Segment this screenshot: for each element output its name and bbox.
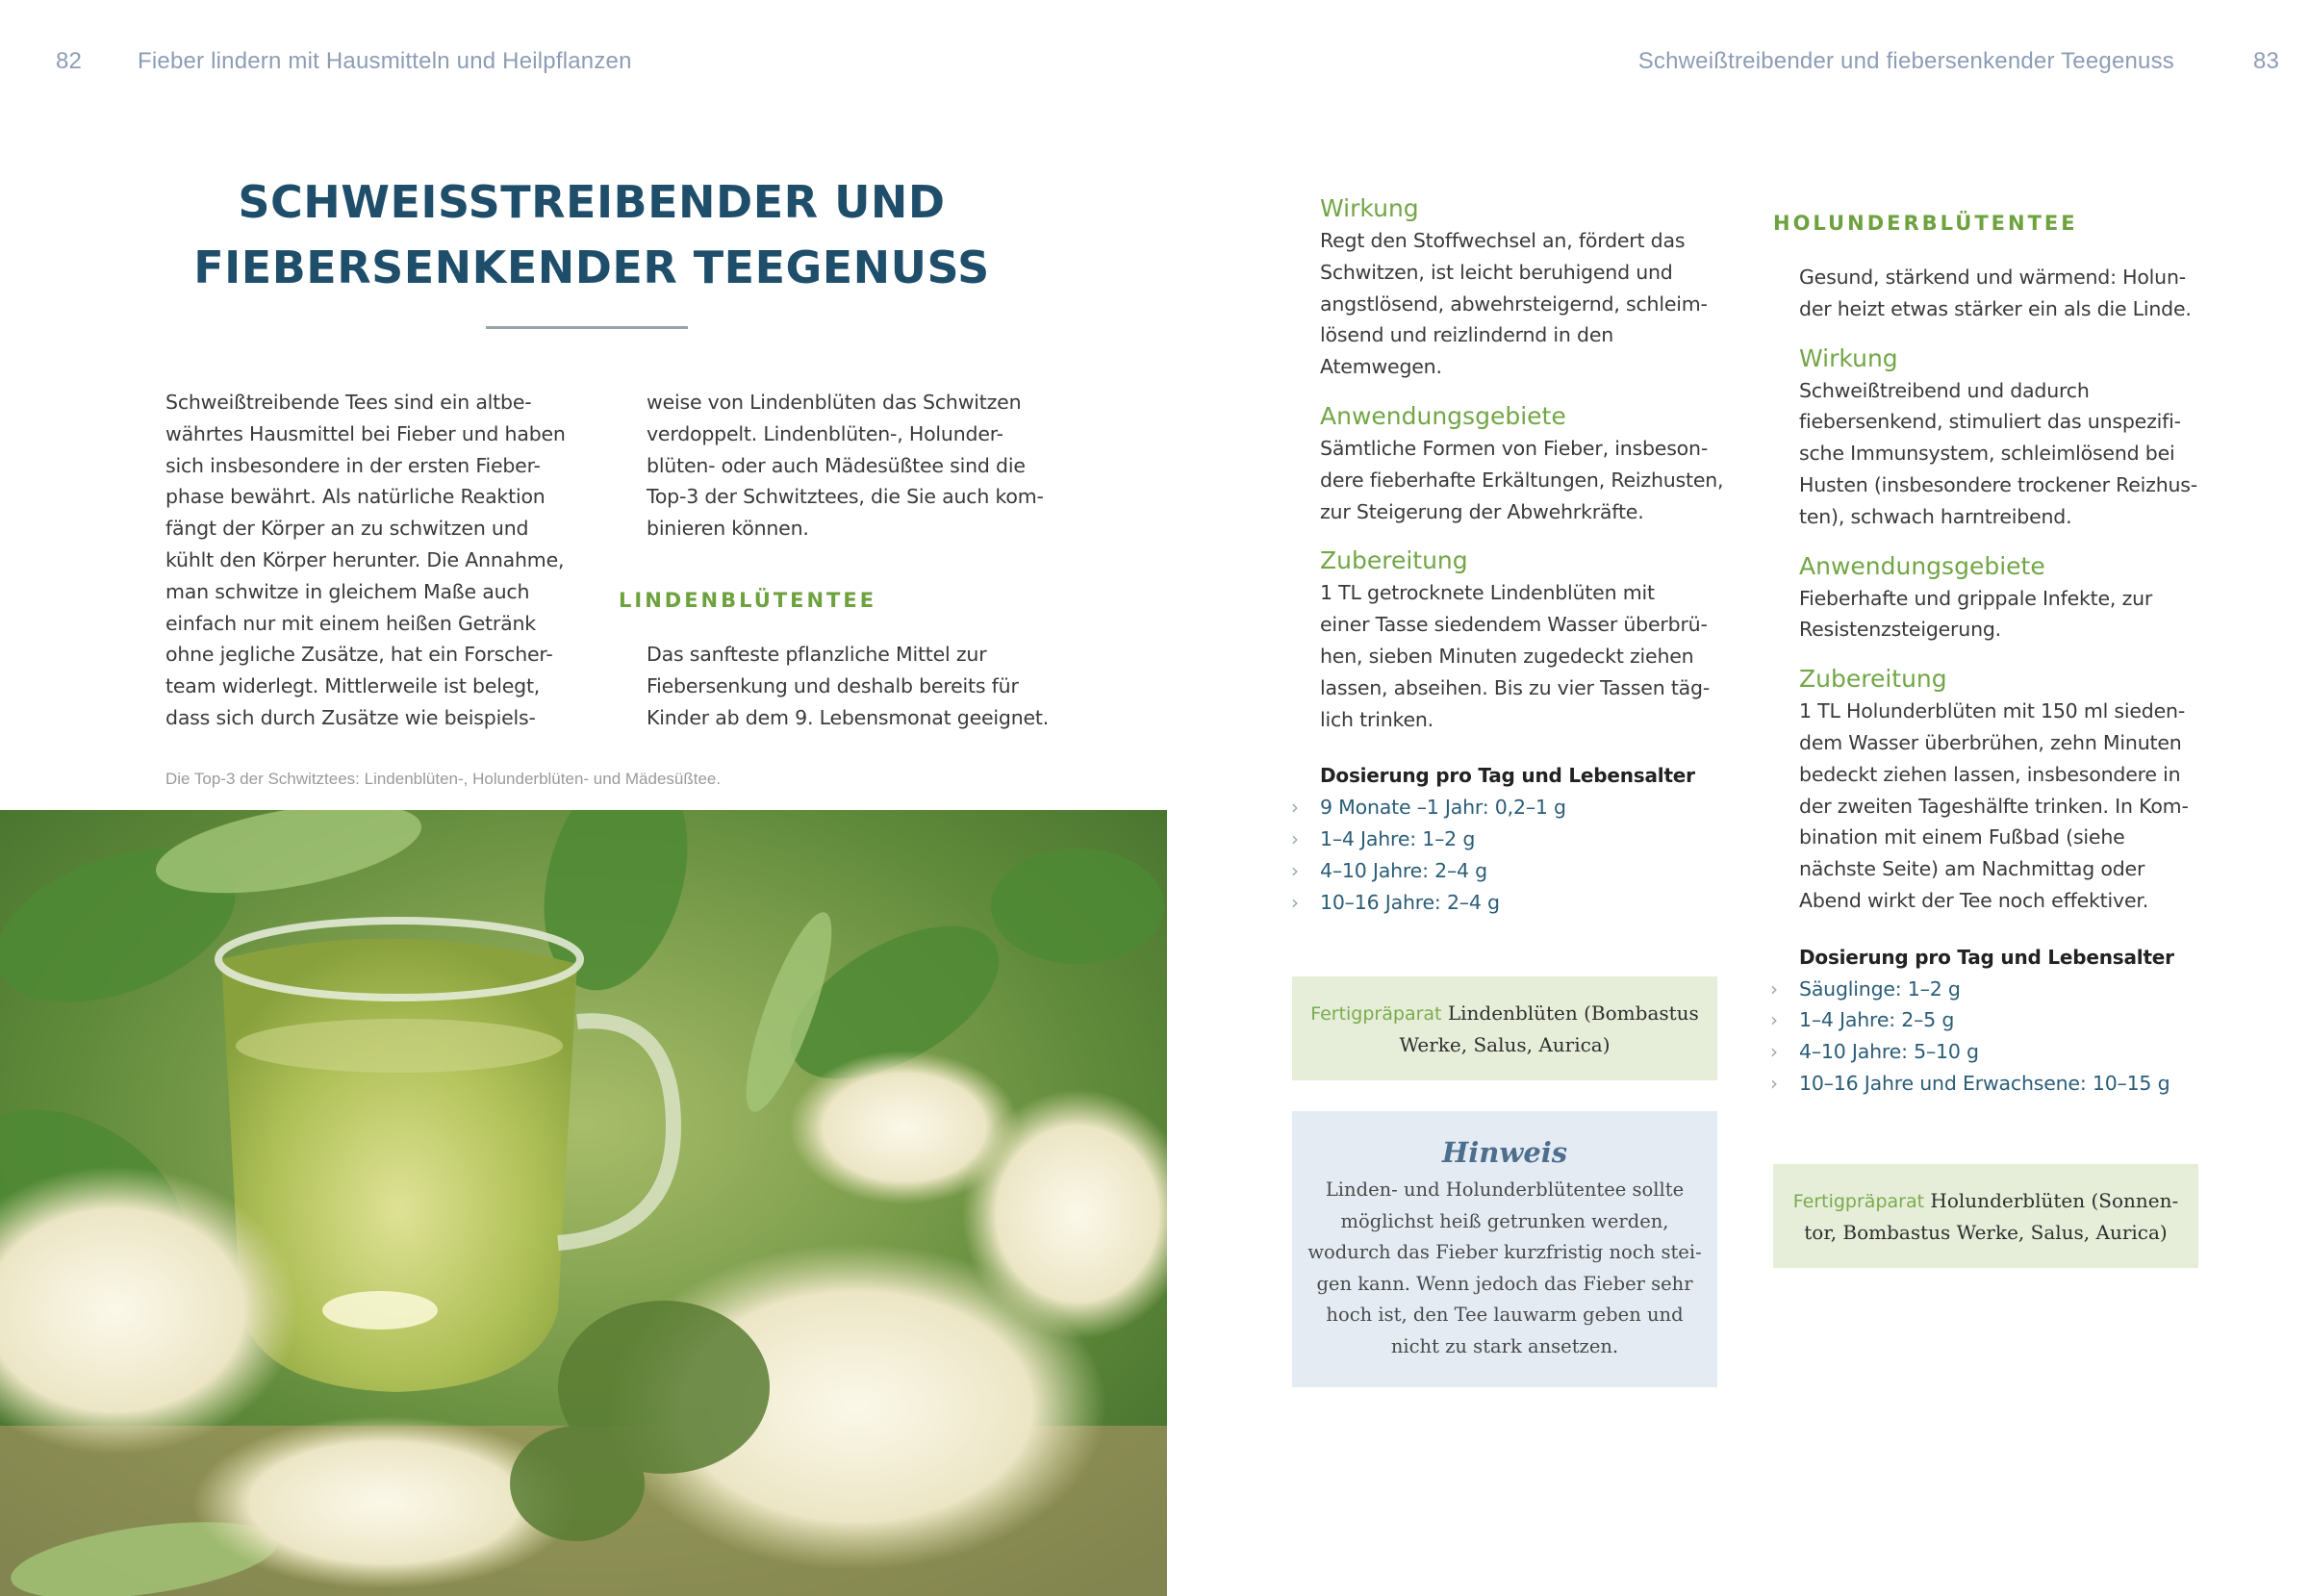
- intro-text-line: team widerlegt. Mittlerweile ist belegt,: [165, 674, 541, 698]
- hinweis-line: nicht zu stark ansetzen.: [1390, 1334, 1619, 1357]
- intro-text-line: weise von Lindenblüten das Schwitzen: [647, 391, 1022, 414]
- text-line: lösend und reizlindernd in den: [1320, 323, 1614, 347]
- chevron-right-icon: ›: [1770, 1071, 1778, 1095]
- linden-fertig-tag: Fertigpräparat: [1310, 1002, 1442, 1025]
- holunder-heading: HOLUNDERBLÜTENTEE: [1773, 212, 2078, 235]
- linden-anwendung-text: [1320, 433, 1724, 527]
- holunder-fertig-tag: Fertigpräparat: [1792, 1190, 1925, 1212]
- text-line: dere fieberhafte Erkältungen, Reizhusten,: [1320, 468, 1724, 492]
- right-page-number: 83: [2253, 48, 2280, 74]
- hinweis-line: gen kann. Wenn jedoch das Fieber sehr: [1316, 1272, 1693, 1295]
- dosage-item: [1770, 1036, 2203, 1068]
- text-line: einer Tasse siedendem Wasser überbrü-: [1320, 613, 1708, 637]
- text-line: nächste Seite) am Nachmittag oder: [1799, 857, 2145, 881]
- intro-text-line: blüten- oder auch Mädesüßtee sind die: [647, 453, 1026, 477]
- hinweis-box: [1292, 1111, 1717, 1387]
- chevron-right-icon: ›: [1291, 796, 1299, 820]
- dosage-item: [1770, 1004, 2203, 1036]
- dosage-text: Säuglinge: 1–2 g: [1799, 976, 1961, 1001]
- dosage-item: [1770, 974, 2203, 1005]
- hinweis-line: hoch ist, den Tee lauwarm geben und: [1326, 1304, 1684, 1326]
- holunder-wirkung-heading: Wirkung: [1799, 343, 1898, 372]
- hinweis-text: [1292, 1175, 1717, 1362]
- holunder-fertig-line1: Holunderblüten (Sonnen-: [1930, 1188, 2179, 1212]
- hinweis-line: möglichst heiß getrunken werden,: [1340, 1209, 1669, 1232]
- title-divider: [486, 326, 688, 329]
- text-line: Fieberhafte und grippale Infekte, zur: [1799, 586, 2153, 610]
- intro-text-line: man schwitze in gleichem Maße auch: [165, 579, 530, 603]
- linden-intro-line: Fiebersenkung und deshalb bereits für: [647, 673, 1019, 697]
- dosage-text: 4–10 Jahre: 5–10 g: [1799, 1040, 1979, 1064]
- holunder-fertig-line2: tor, Bombastus Werke, Salus, Aurica): [1804, 1220, 2168, 1244]
- linden-intro-line: Kinder ab dem 9. Lebensmonat geeignet.: [647, 705, 1050, 729]
- intro-column-1: [165, 387, 566, 734]
- intro-text-line: verdoppelt. Lindenblüten-, Holunder-: [647, 421, 1003, 445]
- text-line: Sämtliche Formen von Fieber, insbeson-: [1320, 436, 1709, 460]
- holunder-intro-line: Gesund, stärkend und wärmend: Holun-: [1799, 266, 2186, 289]
- dosage-item: [1291, 823, 1724, 855]
- intro-text-line: ohne jegliche Zusätze, hat ein Forscher-: [165, 643, 553, 667]
- text-line: Husten (insbesondere trockener Reizhus-: [1799, 472, 2197, 496]
- hinweis-heading: Hinweis: [1441, 1136, 1568, 1169]
- intro-text-line: einfach nur mit einem heißen Getränk: [165, 611, 536, 635]
- text-line: Atemwegen.: [1320, 355, 1442, 379]
- text-line: bination mit einem Fußbad (siehe: [1799, 825, 2125, 849]
- left-running-title: Fieber lindern mit Hausmitteln und Heilpflanzen: [138, 48, 632, 74]
- linden-wirkung-heading: Wirkung: [1320, 194, 1419, 222]
- tea-photo: [0, 810, 1167, 1596]
- text-line: ten), schwach harntreibend.: [1799, 504, 2072, 528]
- holunder-dosierung-heading: Dosierung pro Tag und Lebensalter: [1799, 945, 2174, 969]
- text-line: hen, sieben Minuten zugedeckt ziehen: [1320, 644, 1694, 668]
- intro-text-line: Schweißtreibende Tees sind ein altbe-: [165, 391, 532, 414]
- chevron-right-icon: ›: [1291, 858, 1299, 882]
- text-line: Abend wirkt der Tee noch effektiver.: [1799, 888, 2149, 912]
- photo-caption: Die Top-3 der Schwitztees: Lindenblüten-, Holunderblüten- und Mädesüßtee.: [165, 770, 722, 788]
- page-title-line-2: FIEBERSENKENDER TEEGENUSS: [193, 241, 990, 293]
- text-line: Resistenzsteigerung.: [1799, 618, 2001, 642]
- holunder-zubereitung-text: [1799, 696, 2203, 917]
- linden-dosierung-heading: Dosierung pro Tag und Lebensalter: [1320, 764, 1695, 788]
- text-line: dem Wasser überbrühen, zehn Minuten: [1799, 730, 2182, 754]
- intro-text-line: binieren können.: [647, 517, 809, 541]
- linden-details: [1291, 192, 1724, 918]
- tea-photo-illustration: [0, 810, 1167, 1596]
- holunder-intro-line: der heizt etwas stärker ein als die Linde.: [1799, 296, 2192, 320]
- dosage-item: [1770, 1068, 2203, 1100]
- text-line: 1 TL Holunderblüten mit 150 ml sieden-: [1799, 699, 2186, 723]
- linden-fertig-line2: Werke, Salus, Aurica): [1399, 1032, 1611, 1056]
- right-running-title: Schweißtreibender und fiebersenkender Teegenuss: [1637, 48, 2174, 74]
- linden-zubereitung-heading: Zubereitung: [1320, 546, 1468, 575]
- dosage-text: 10–16 Jahre und Erwachsene: 10–15 g: [1799, 1071, 2170, 1095]
- intro-column-2: [647, 387, 1044, 545]
- dosage-text: 10–16 Jahre: 2–4 g: [1320, 890, 1500, 914]
- intro-text-line: fängt der Körper an zu schwitzen und: [165, 517, 529, 541]
- linden-dosierung-list: [1291, 792, 1724, 918]
- dosage-text: 1–4 Jahre: 2–5 g: [1799, 1008, 1955, 1032]
- dosage-item: [1291, 855, 1724, 887]
- dosage-text: 4–10 Jahre: 2–4 g: [1320, 858, 1487, 882]
- text-line: zur Steigerung der Abwehrkräfte.: [1320, 499, 1644, 523]
- text-line: der zweiten Tageshälfte trinken. In Kom-: [1799, 794, 2189, 818]
- text-line: fiebersenkend, stimuliert das unspezifi-: [1799, 410, 2181, 434]
- text-line: lich trinken.: [1320, 707, 1434, 731]
- holunder-fertigpraeparat-box: [1773, 1164, 2198, 1268]
- dosage-item: [1291, 792, 1724, 823]
- linden-zubereitung-text: [1320, 577, 1724, 735]
- linden-heading: LINDENBLÜTENTEE: [619, 589, 877, 612]
- left-page-number: 82: [56, 48, 83, 74]
- linden-fertig-line1: Lindenblüten (Bombastus: [1447, 1001, 1699, 1025]
- text-line: Regt den Stoffwechsel an, fördert das: [1320, 229, 1686, 252]
- text-line: sche Immunsystem, schleimlösend bei: [1799, 442, 2175, 466]
- chevron-right-icon: ›: [1291, 890, 1299, 914]
- chevron-right-icon: ›: [1770, 976, 1778, 1001]
- dosage-text: 9 Monate –1 Jahr: 0,2–1 g: [1320, 796, 1566, 820]
- holunder-zubereitung-heading: Zubereitung: [1799, 665, 1947, 694]
- linden-fertigpraeparat-box: [1292, 976, 1717, 1080]
- chevron-right-icon: ›: [1770, 1040, 1778, 1064]
- holunder-anwendung-text: [1799, 583, 2203, 646]
- text-line: bedeckt ziehen lassen, insbesondere in: [1799, 762, 2181, 786]
- hinweis-line: Linden- und Holunderblütentee sollte: [1325, 1178, 1685, 1201]
- linden-intro: [647, 639, 1049, 733]
- chevron-right-icon: ›: [1770, 1008, 1778, 1032]
- text-line: lassen, abseihen. Bis zu vier Tassen täg-: [1320, 675, 1711, 699]
- hinweis-line: wodurch das Fieber kurzfristig noch stei-: [1307, 1241, 1702, 1263]
- dosage-text: 1–4 Jahre: 1–2 g: [1320, 826, 1476, 850]
- intro-text-line: phase bewährt. Als natürliche Reaktion: [165, 485, 546, 509]
- holunder-wirkung-text: [1799, 375, 2203, 533]
- holunder-details: [1770, 262, 2203, 1100]
- linden-anwendung-heading: Anwendungsgebiete: [1320, 401, 1566, 430]
- intro-text-line: dass sich durch Zusätze wie beispiels-: [165, 705, 536, 729]
- text-line: Schweißtreibend und dadurch: [1799, 378, 2090, 402]
- text-line: Schwitzen, ist leicht beruhigend und: [1320, 260, 1673, 284]
- dosage-item: [1291, 887, 1724, 919]
- holunder-intro: [1799, 262, 2203, 325]
- linden-wirkung-text: [1320, 225, 1724, 383]
- page-title-line-1: SCHWEISSTREIBENDER UND: [238, 176, 946, 228]
- chevron-right-icon: ›: [1291, 826, 1299, 850]
- holunder-anwendung-heading: Anwendungsgebiete: [1799, 551, 2045, 580]
- intro-text-line: Top-3 der Schwitztees, die Sie auch kom-: [647, 485, 1044, 509]
- intro-text-line: sich insbesondere in der ersten Fieber-: [165, 453, 541, 477]
- text-line: angstlösend, abwehrsteigernd, schleim-: [1320, 291, 1708, 316]
- holunder-dosierung-list: [1770, 974, 2203, 1100]
- page-title: [106, 169, 1078, 300]
- linden-intro-line: Das sanfteste pflanzliche Mittel zur: [647, 643, 987, 666]
- intro-text-line: währtes Hausmittel bei Fieber und haben: [165, 421, 566, 445]
- text-line: 1 TL getrocknete Lindenblüten mit: [1320, 581, 1655, 605]
- intro-text-line: kühlt den Körper herunter. Die Annahme,: [165, 547, 565, 571]
